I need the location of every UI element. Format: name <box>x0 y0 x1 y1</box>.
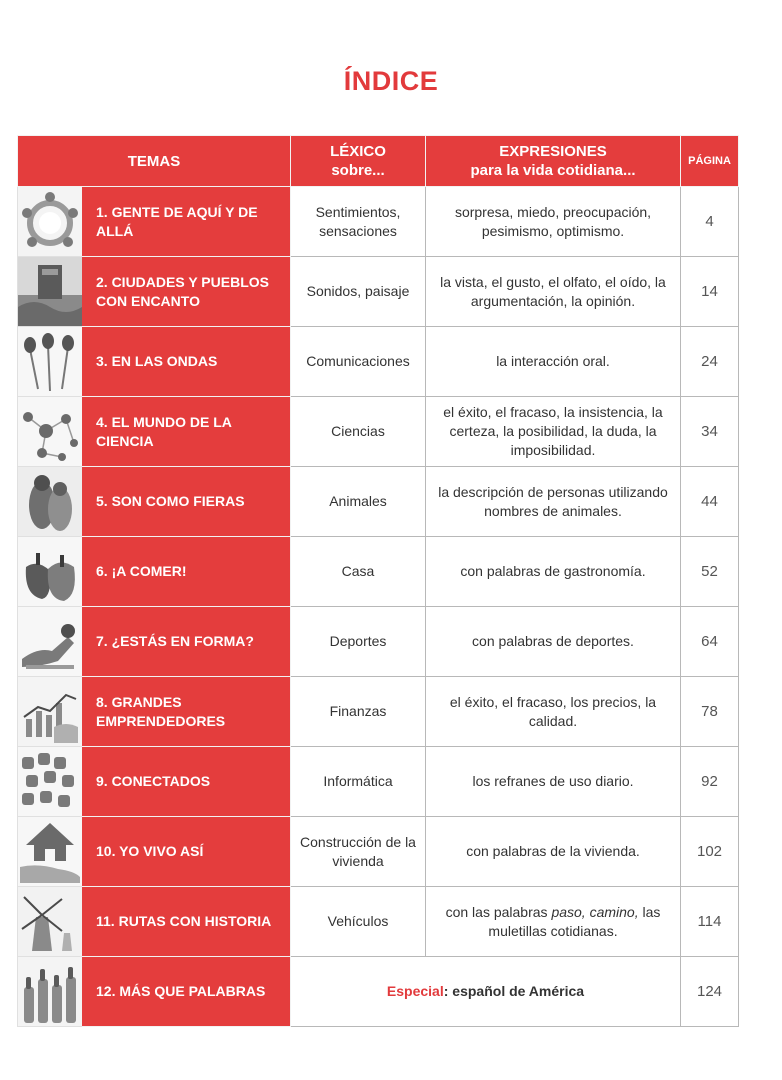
page-number: 52 <box>681 537 739 607</box>
tema-title: 3. EN LAS ONDAS <box>82 327 291 397</box>
people-circle-icon <box>18 187 82 256</box>
page-number: 44 <box>681 467 739 537</box>
header-expresiones <box>426 136 681 187</box>
expresiones-cell: con palabras de gastronomía. <box>426 537 681 607</box>
lexico-cell: Sonidos, paisaje <box>291 257 426 327</box>
expresiones-cell: la descripción de personas utilizando nombres de animales. <box>426 467 681 537</box>
lexico-cell: Sentimientos, sensaciones <box>291 187 426 257</box>
expresiones-italic-text: paso, camino, <box>551 903 639 920</box>
lexico-cell: Informática <box>291 747 426 817</box>
thumbnail-cell <box>18 607 82 677</box>
tema-title: 7. ¿ESTÁS EN FORMA? <box>82 607 291 677</box>
especial-cell <box>291 957 681 1027</box>
header-lexico-top: LÉXICO <box>330 143 386 160</box>
table-row <box>18 397 739 467</box>
thumbnail-cell <box>18 327 82 397</box>
expresiones-cell: la vista, el gusto, el olfato, el oído, la argumentación, la opinión. <box>426 257 681 327</box>
expresiones-cell <box>426 887 681 957</box>
town-icon <box>18 257 82 326</box>
finance-chart-icon <box>18 677 82 746</box>
thumbnail-cell <box>18 257 82 327</box>
thumbnail-cell <box>18 887 82 957</box>
expresiones-cell: sorpresa, miedo, preocupación, pesimismo, optimismo. <box>426 187 681 257</box>
header-expresiones-top: EXPRESIONES <box>499 143 607 160</box>
tema-title: 4. EL MUNDO DE LA CIENCIA <box>82 397 291 467</box>
table-row <box>18 677 739 747</box>
index-table <box>17 135 739 1027</box>
table-row <box>18 607 739 677</box>
tema-title: 8. GRANDES EMPRENDEDORES <box>82 677 291 747</box>
tema-title: 1. GENTE DE AQUÍ Y DE ALLÁ <box>82 187 291 257</box>
page-number: 4 <box>681 187 739 257</box>
house-hand-icon <box>18 817 82 886</box>
thumbnail-cell <box>18 187 82 257</box>
table-row <box>18 257 739 327</box>
page-number: 64 <box>681 607 739 677</box>
page-number: 78 <box>681 677 739 747</box>
tema-title: 9. CONECTADOS <box>82 747 291 817</box>
tema-title: 11. RUTAS CON HISTORIA <box>82 887 291 957</box>
especial-text: : español de América <box>443 983 585 999</box>
header-lexico <box>291 136 426 187</box>
expresiones-text: con las palabras <box>445 903 552 920</box>
header-temas: TEMAS <box>18 136 291 187</box>
tema-title: 10. YO VIVO ASÍ <box>82 817 291 887</box>
lexico-cell: Deportes <box>291 607 426 677</box>
thumbnail-cell <box>18 677 82 747</box>
exercise-icon <box>18 607 82 676</box>
thumbnail-cell <box>18 397 82 467</box>
lexico-cell: Ciencias <box>291 397 426 467</box>
lexico-cell: Finanzas <box>291 677 426 747</box>
page-number: 114 <box>681 887 739 957</box>
expresiones-text-end: las muletillas cotidianas. <box>488 903 661 939</box>
thumbnail-cell <box>18 817 82 887</box>
table-row <box>18 187 739 257</box>
table-row <box>18 817 739 887</box>
app-icons-icon <box>18 747 82 816</box>
lexico-cell: Casa <box>291 537 426 607</box>
especial-label: Especial <box>386 983 444 999</box>
thumbs-up-icon <box>18 957 82 1026</box>
page-number: 92 <box>681 747 739 817</box>
table-row <box>18 957 739 1027</box>
table-row <box>18 537 739 607</box>
page-number: 124 <box>681 957 739 1027</box>
peppers-icon <box>18 537 82 606</box>
tema-title: 2. CIUDADES Y PUEBLOS CON ENCANTO <box>82 257 291 327</box>
parrots-icon <box>18 467 82 536</box>
page-title: ÍNDICE <box>343 66 439 96</box>
table-row <box>18 467 739 537</box>
thumbnail-cell <box>18 957 82 1027</box>
expresiones-cell: el éxito, el fracaso, los precios, la calidad. <box>426 677 681 747</box>
tema-title: 6. ¡A COMER! <box>82 537 291 607</box>
page-number: 14 <box>681 257 739 327</box>
thumbnail-cell <box>18 747 82 817</box>
tema-title: 5. SON COMO FIERAS <box>82 467 291 537</box>
expresiones-cell: con palabras de la vivienda. <box>426 817 681 887</box>
table-row <box>18 327 739 397</box>
table-row <box>18 747 739 817</box>
expresiones-cell: el éxito, el fracaso, la insistencia, la certeza, la posibilidad, la duda, la imposibilidad. <box>426 397 681 467</box>
tema-title: 12. MÁS QUE PALABRAS <box>82 957 291 1027</box>
expresiones-cell: con palabras de deportes. <box>426 607 681 677</box>
expresiones-cell: la interacción oral. <box>426 327 681 397</box>
expresiones-cell: los refranes de uso diario. <box>426 747 681 817</box>
table-row <box>18 887 739 957</box>
lexico-cell: Construcción de la vivienda <box>291 817 426 887</box>
molecule-icon <box>18 397 82 466</box>
windmill-icon <box>18 887 82 956</box>
header-lexico-bottom: sobre... <box>331 162 385 179</box>
page-number: 24 <box>681 327 739 397</box>
microphones-icon <box>18 327 82 396</box>
header-pagina: PÁGINA <box>681 136 739 187</box>
lexico-cell: Comunicaciones <box>291 327 426 397</box>
table-header-row <box>18 136 739 187</box>
page-number: 34 <box>681 397 739 467</box>
page-number: 102 <box>681 817 739 887</box>
header-expresiones-bottom: para la vida cotidiana... <box>470 162 636 179</box>
lexico-cell: Vehículos <box>291 887 426 957</box>
lexico-cell: Animales <box>291 467 426 537</box>
thumbnail-cell <box>18 467 82 537</box>
thumbnail-cell <box>18 537 82 607</box>
